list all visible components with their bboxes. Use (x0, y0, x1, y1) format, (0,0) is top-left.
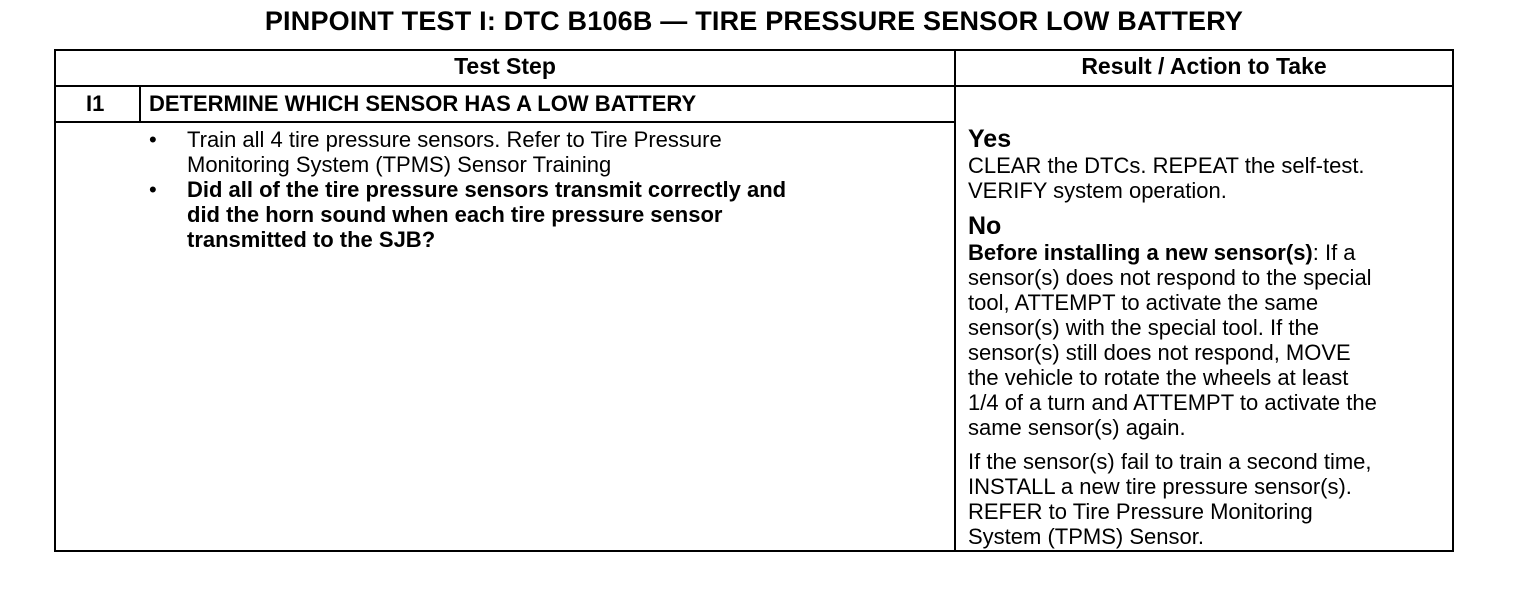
yes-action-line: VERIFY system operation. (968, 178, 1227, 203)
no-label: No (968, 212, 1002, 240)
no-action-line: tool, ATTEMPT to activate the same (968, 290, 1319, 315)
final-action-line: If the sensor(s) fail to train a second time, (968, 449, 1372, 474)
pinpoint-test-table (54, 49, 1454, 552)
step-instruction-line: Monitoring System (TPMS) Sensor Training (187, 152, 612, 177)
column-divider (954, 51, 956, 550)
final-action-line: REFER to Tire Pressure Monitoring (968, 499, 1313, 524)
no-action-lead: Before installing a new sensor(s) (968, 240, 1313, 265)
bullet-marker: • (149, 127, 157, 152)
final-action-line: System (TPMS) Sensor. (968, 524, 1204, 549)
no-action-line: same sensor(s) again. (968, 415, 1186, 440)
yes-label: Yes (968, 125, 1012, 153)
step-heading-divider (56, 121, 954, 123)
step-question (187, 177, 786, 252)
no-action-line: sensor(s) does not respond to the special (968, 265, 1372, 290)
page-title: PINPOINT TEST I: DTC B106B — TIRE PRESSURE SENSOR LOW BATTERY (264, 6, 1244, 36)
result-column (968, 125, 1448, 549)
bullet-marker: • (149, 177, 157, 202)
no-action-lead-rest: : If a (1312, 240, 1356, 265)
final-action-line: INSTALL a new tire pressure sensor(s). (968, 474, 1352, 499)
step-instruction (187, 127, 722, 177)
step-question-line: transmitted to the SJB? (187, 227, 436, 252)
no-action-line: the vehicle to rotate the wheels at least (968, 365, 1349, 390)
step-heading: DETERMINE WHICH SENSOR HAS A LOW BATTERY (149, 91, 697, 116)
step-question-line: Did all of the tire pressure sensors transmit correctly and (187, 177, 787, 202)
no-action-line: sensor(s) with the special tool. If the (968, 315, 1319, 340)
step-question-line: did the horn sound when each tire pressure sensor (187, 202, 723, 227)
step-instruction-line: Train all 4 tire pressure sensors. Refer to Tire Pressure (187, 127, 722, 152)
step-id: I1 (86, 91, 105, 116)
header-test-step: Test Step (454, 53, 556, 79)
no-action-line: sensor(s) still does not respond, MOVE (968, 340, 1351, 365)
no-action-line: 1/4 of a turn and ATTEMPT to activate the (968, 390, 1377, 415)
header-result: Result / Action to Take (1081, 53, 1327, 79)
no-action-first-line (968, 240, 1448, 265)
yes-action-line: CLEAR the DTCs. REPEAT the self-test. (968, 153, 1365, 178)
id-column-divider (139, 87, 141, 121)
header-divider (56, 85, 1452, 87)
